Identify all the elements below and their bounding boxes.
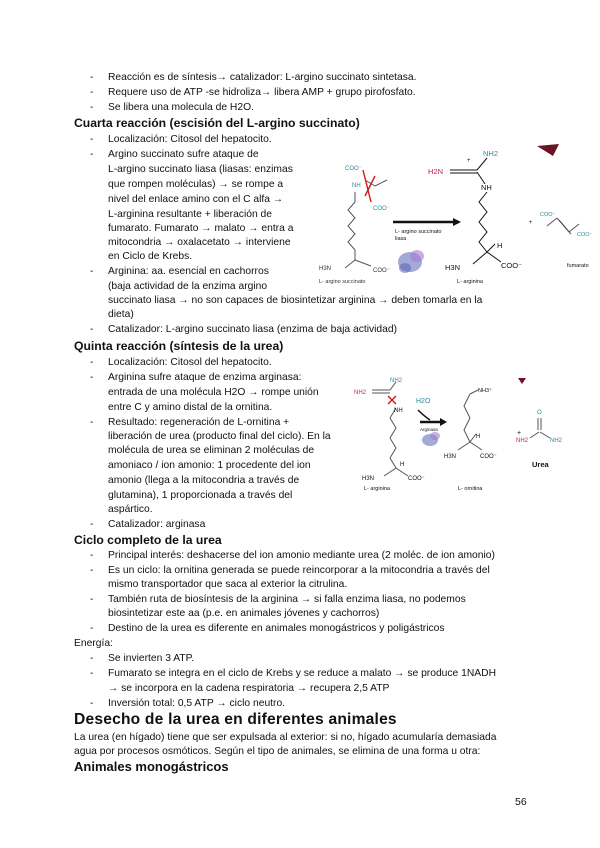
- bullet-text: Arginina sufre ataque de enzima arginasa:: [108, 372, 302, 383]
- bullet-dash: -: [90, 550, 94, 561]
- chem-label: H: [400, 462, 405, 468]
- paragraph-line: agua por procesos osmóticos. Según el tipo de animales, se elimina de una forma u otra:: [74, 746, 481, 757]
- bullet-text: biosintetizar este aa (p.e. en animales jóvenes y cachorros): [108, 608, 380, 619]
- bullet-text: molécula de urea se eliminan 2 moléculas de: [108, 445, 315, 456]
- chem-label: NH3⁺: [478, 388, 492, 394]
- chem-label: +: [467, 158, 471, 164]
- enzyme-structure-icon: [398, 250, 424, 273]
- bullet-text: Reacción es de síntesis→ catalizador: L-argino succinato sintetasa.: [108, 72, 417, 83]
- bullet-text: Se libera una molecula de H2O.: [108, 102, 254, 113]
- chem-label: NH: [394, 408, 403, 414]
- bullet-text: amoniaco / ion amonio: 1 procedente del ion: [108, 460, 311, 471]
- mid-molecule-label: L- ornitina: [458, 486, 483, 492]
- bullet-text: glutamina), 1 proporcionada a través del: [108, 490, 293, 501]
- chem-label: H2N: [428, 167, 444, 176]
- decorative-shape: [537, 144, 559, 156]
- bullet-text: Localización: Citosol del hepatocito.: [108, 357, 272, 368]
- chem-label: O: [537, 410, 542, 416]
- arrow-label: liasa: [395, 236, 407, 242]
- bullet-text: Requere uso de ATP -se hidroliza→ libera AMP + grupo pirofosfato.: [108, 87, 416, 98]
- bullet-dash: -: [90, 357, 94, 368]
- bullet-dash: -: [90, 324, 94, 335]
- chem-label: H3N: [319, 266, 332, 272]
- bullet-text: mitocondria → oxalacetato → interviene: [108, 237, 291, 248]
- left-molecule-label: L- arginina: [364, 486, 390, 492]
- bullet-text: entrada de una molécula H2O → rompe unión: [108, 387, 319, 398]
- chem-label: COO⁻: [501, 261, 523, 270]
- bullet-text: También ruta de biosíntesis de la arginina → si falla enzima liasa, no podemos: [108, 594, 466, 605]
- bullet-text: liberación de urea (producto final del ciclo). En la: [108, 431, 331, 442]
- chem-label: COO⁻: [480, 454, 497, 460]
- bullet-text: Catalizador: arginasa: [108, 519, 206, 530]
- section-heading-desecho: Desecho de la urea en diferentes animales: [74, 711, 397, 728]
- page-number: 56: [515, 796, 527, 808]
- paragraph-line: La urea (en hígado) tiene que ser expulsada al exterior: si no, hígado acumularía demasiada: [74, 732, 497, 743]
- chem-label: COO⁻: [577, 232, 593, 238]
- right-molecule-label: fumarato: [567, 263, 589, 269]
- bullet-text: Resultado: regeneración de L-ornitina +: [108, 417, 290, 428]
- bullet-text: mismo transportador que saca al exterior la citrulina.: [108, 579, 348, 590]
- bullet-text: Arginina: aa. esencial en cachorros: [108, 266, 269, 277]
- decorative-shape: [518, 378, 526, 384]
- chem-label: H3N: [444, 454, 457, 460]
- bullet-text: Principal interés: deshacerse del ion amonio mediante urea (2 moléc. de ion amonio): [108, 550, 495, 561]
- chem-label: COO⁻: [345, 166, 362, 172]
- subheading-monogastricos: Animales monogástricos: [74, 759, 229, 774]
- section-heading-quinta: Quinta reacción (síntesis de la urea): [74, 339, 284, 353]
- bullet-dash: -: [90, 372, 94, 383]
- bullet-text: (baja actividad de la enzima argino: [108, 281, 268, 292]
- chem-label: COO⁻: [408, 476, 425, 482]
- bullet-text: Se invierten 3 ATP.: [108, 653, 195, 664]
- bullet-dash: -: [90, 698, 94, 709]
- bullet-dash: -: [90, 266, 94, 277]
- bullet-text: succinato liasa → no son capaces de biosintetizar arginina → deben tomarla en la: [108, 295, 483, 306]
- bullet-text: Es un ciclo: la ornitina generada se puede reincorporar a la mitocondria a través del: [108, 565, 490, 576]
- bullet-text: Inversión total: 0,5 ATP → ciclo neutro.: [108, 698, 286, 709]
- arrow-label: L- argino succinato: [395, 229, 442, 235]
- section-heading-ciclo: Ciclo completo de la urea: [74, 533, 222, 547]
- bullet-dash: -: [90, 623, 94, 634]
- chem-label: H3N: [445, 263, 461, 272]
- enzyme-label: Arginasa: [420, 427, 438, 432]
- section-heading-cuarta: Cuarta reacción (escisión del L-argino succinato): [74, 116, 360, 130]
- argininosuccinate-lyase-reaction-figure: [315, 140, 600, 290]
- chem-label: NH: [352, 183, 361, 189]
- bullet-dash: -: [90, 565, 94, 576]
- chem-label: NH2: [516, 438, 529, 444]
- bullet-dash: -: [90, 519, 94, 530]
- bullet-text: fumarato. Fumarato → malato → entra a: [108, 223, 294, 234]
- right-molecule-label: Urea: [532, 460, 549, 469]
- chem-label: NH: [481, 183, 492, 192]
- chem-label: H2O: [416, 398, 431, 405]
- bullet-dash: -: [90, 417, 94, 428]
- chem-label: NH2: [354, 390, 367, 396]
- chem-label: COO⁻: [373, 268, 390, 274]
- bullet-dash: -: [90, 87, 94, 98]
- bullet-text: dieta): [108, 309, 134, 320]
- bullet-dash: -: [90, 134, 94, 145]
- chem-label: H: [497, 241, 503, 250]
- bullet-text: Argino succinato sufre ataque de: [108, 149, 259, 160]
- bullet-text: Localización: Citosol del hepatocito.: [108, 134, 272, 145]
- bullet-text: entre C y amino distal de la ornitina.: [108, 402, 273, 413]
- bullet-text: amonio (llega a la mitocondria a través de: [108, 475, 300, 486]
- chem-label: COO⁻: [540, 212, 556, 218]
- bullet-dash: -: [90, 653, 94, 664]
- bullet-text: aspártico.: [108, 504, 153, 515]
- arginase-reaction-figure: [350, 372, 600, 497]
- chem-label: NH2: [483, 149, 499, 158]
- chem-label: COO⁻: [373, 206, 390, 212]
- energia-label: Energía:: [74, 638, 113, 649]
- bullet-text: Fumarato se integra en el ciclo de Krebs y se reduce a malato → se produce 1NADH: [108, 668, 497, 679]
- bullet-dash: -: [90, 149, 94, 160]
- bullet-text: Destino de la urea es diferente en animales monogástricos y poligástricos: [108, 623, 445, 634]
- bullet-text: L-arginina resultante + liberación de: [108, 209, 272, 220]
- bullet-dash: -: [90, 594, 94, 605]
- bullet-dash: -: [90, 102, 94, 113]
- bullet-text: que rompen moléculas) → se rompe a: [108, 179, 284, 190]
- enzyme-structure-icon: [422, 432, 440, 446]
- chem-label: H: [476, 434, 481, 440]
- mid-molecule-label: L- arginina: [457, 279, 483, 285]
- chem-label: H3N: [362, 476, 375, 482]
- left-molecule-label: L- argino succinato: [319, 279, 366, 285]
- chem-label: NH2: [390, 378, 403, 384]
- bullet-dash: -: [90, 72, 94, 83]
- chem-label: +: [517, 430, 522, 437]
- bullet-text: Catalizador: L-argino succinato liasa (enzima de baja actividad): [108, 324, 398, 335]
- bullet-dash: -: [90, 668, 94, 679]
- bullet-text: en Ciclo de Krebs.: [108, 251, 193, 262]
- chem-label: NH2: [550, 438, 563, 444]
- bullet-text: nivel del enlace amino con el C alfa →: [108, 194, 284, 205]
- bullet-text: → se incorpora en la cadena respiratoria → recupera 2,5 ATP: [108, 683, 390, 694]
- chem-label: +: [529, 220, 533, 226]
- bullet-text: L-argino succinato liasa (liasas: enzimas: [108, 164, 293, 175]
